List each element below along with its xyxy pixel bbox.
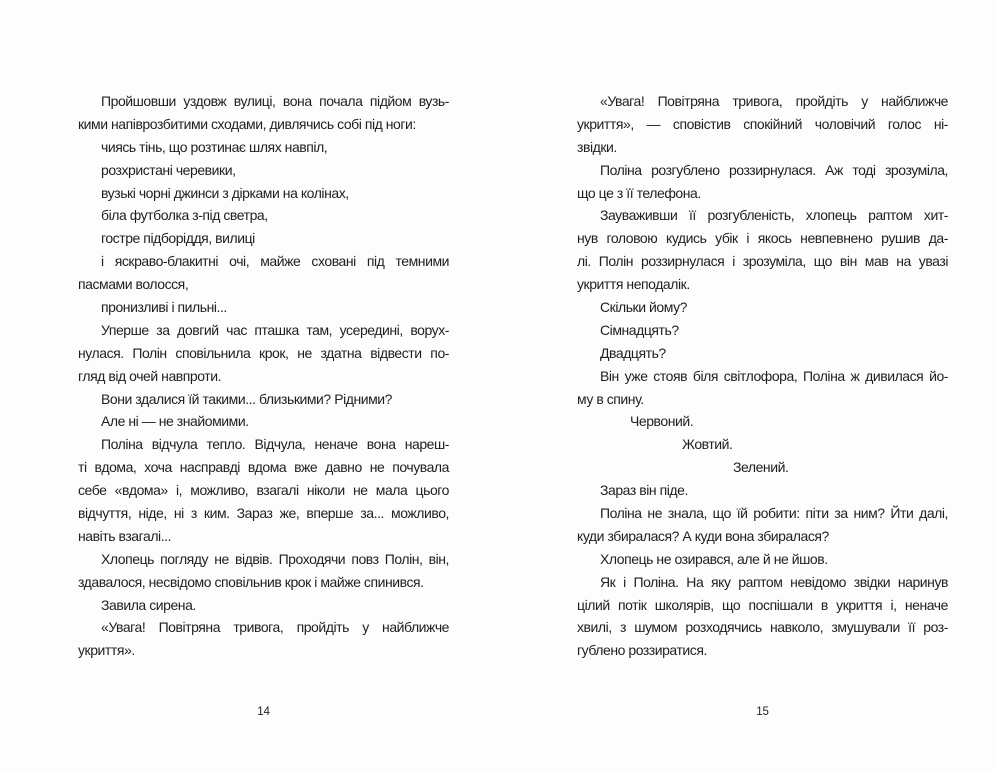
page-right-number: 15 <box>756 706 769 718</box>
text-line: відчуття, ніде, ні з ким. Зараз же, вперше за... можливо, <box>78 505 449 522</box>
text-line: вузькі чорні джинси з дірками на колінах, <box>101 184 349 201</box>
text-line: куди збиралася? А куди вона збиралася? <box>577 527 829 544</box>
text-line: Поліна не знала, що їй робити: піти за ним? Йти далі, <box>600 505 948 522</box>
text-line: «Увага! Повітряна тривога, пройдіть у найближче <box>101 619 449 636</box>
text-line: біла футболка з-під светра, <box>101 207 268 224</box>
text-line: Двадцять? <box>600 344 666 361</box>
text-line: хвилі, з шумом розходячись навколо, змушували її роз- <box>577 619 948 636</box>
text-line: Зауваживши її розгубленість, хлопець раптом хит- <box>600 207 948 224</box>
text-line: розхристані черевики, <box>101 161 236 178</box>
text-line: Поліна розгублено роззирнулася. Аж тоді зрозуміла, <box>600 161 948 178</box>
text-line: Червоний. <box>630 413 694 430</box>
text-line: Він уже стояв біля світлофора, Поліна ж дивилася йо- <box>600 367 948 384</box>
text-line: укриття», — сповістив спокійний чоловічий голос ні- <box>577 115 948 132</box>
text-line: Як і Поліна. На яку раптом невідомо звідки наринув <box>600 573 948 590</box>
text-line: му в спину. <box>577 390 644 407</box>
text-line: себе «вдома» і, можливо, взагалі ніколи не мала цього <box>78 482 449 499</box>
page-left-number: 14 <box>257 706 270 718</box>
text-line: гублено роззиратися. <box>577 642 707 659</box>
text-line: Сімнадцять? <box>600 321 679 338</box>
text-line: ті вдома, хоча насправді вдома вже давно не почувала <box>78 459 449 476</box>
text-line: Хлопець не озирався, але й не йшов. <box>600 550 828 567</box>
text-line: гостре підборіддя, вилиці <box>101 230 255 247</box>
text-line: здавалося, несвідомо сповільнив крок і майже спинився. <box>78 573 424 590</box>
text-line: нулася. Полін сповільнила крок, не здатна відвести по- <box>78 344 449 361</box>
text-line: Завила сирена. <box>101 596 196 613</box>
page-right-text <box>577 90 948 662</box>
text-line: чиясь тінь, що розтинає шлях навпіл, <box>101 138 328 155</box>
text-line: Скільки йому? <box>600 299 687 316</box>
text-line: пасмами волосся, <box>78 276 189 293</box>
text-line: навіть взагалі... <box>78 527 172 544</box>
text-line: Вони здалися їй такими... близькими? Рідними? <box>101 390 392 407</box>
text-line: укриття». <box>78 642 135 659</box>
text-line: пронизливі і пильні... <box>101 299 227 316</box>
text-line: цілий потік школярів, що поспішали в укриття і, неначе <box>577 596 948 613</box>
text-line: Зелений. <box>733 459 789 476</box>
text-line: Хлопець погляду не відвів. Проходячи повз Полін, він, <box>101 550 449 567</box>
text-line: Але ні — не знайомими. <box>101 413 249 430</box>
text-line: укриття неподалік. <box>577 276 690 293</box>
text-line: Зараз він піде. <box>600 482 688 499</box>
text-line: що це з її телефона. <box>577 184 701 201</box>
text-line: гляд від очей навпроти. <box>78 367 222 384</box>
text-line: лі. Полін роззирнулася і зрозуміла, що він мав на увазі <box>577 253 948 270</box>
text-line: Уперше за довгий час пташка там, усередині, ворух- <box>101 321 449 338</box>
page-left-text <box>78 90 449 662</box>
text-line: звідки. <box>577 138 617 155</box>
text-line: нув головою кудись убік і якось невпевнено рушив да- <box>577 230 948 247</box>
text-line: Пройшовши уздовж вулиці, вона почала підйом вузь- <box>101 93 449 109</box>
text-line: кими напіврозбитими сходами, дивлячись собі під ноги: <box>78 115 416 132</box>
text-line: і яскраво-блакитні очі, майже сховані під темними <box>101 253 449 270</box>
text-line: Поліна відчула тепло. Відчула, неначе вона нареш- <box>101 436 449 453</box>
text-line: Жовтий. <box>682 436 733 453</box>
text-line: «Увага! Повітряна тривога, пройдіть у найближче <box>600 93 948 109</box>
